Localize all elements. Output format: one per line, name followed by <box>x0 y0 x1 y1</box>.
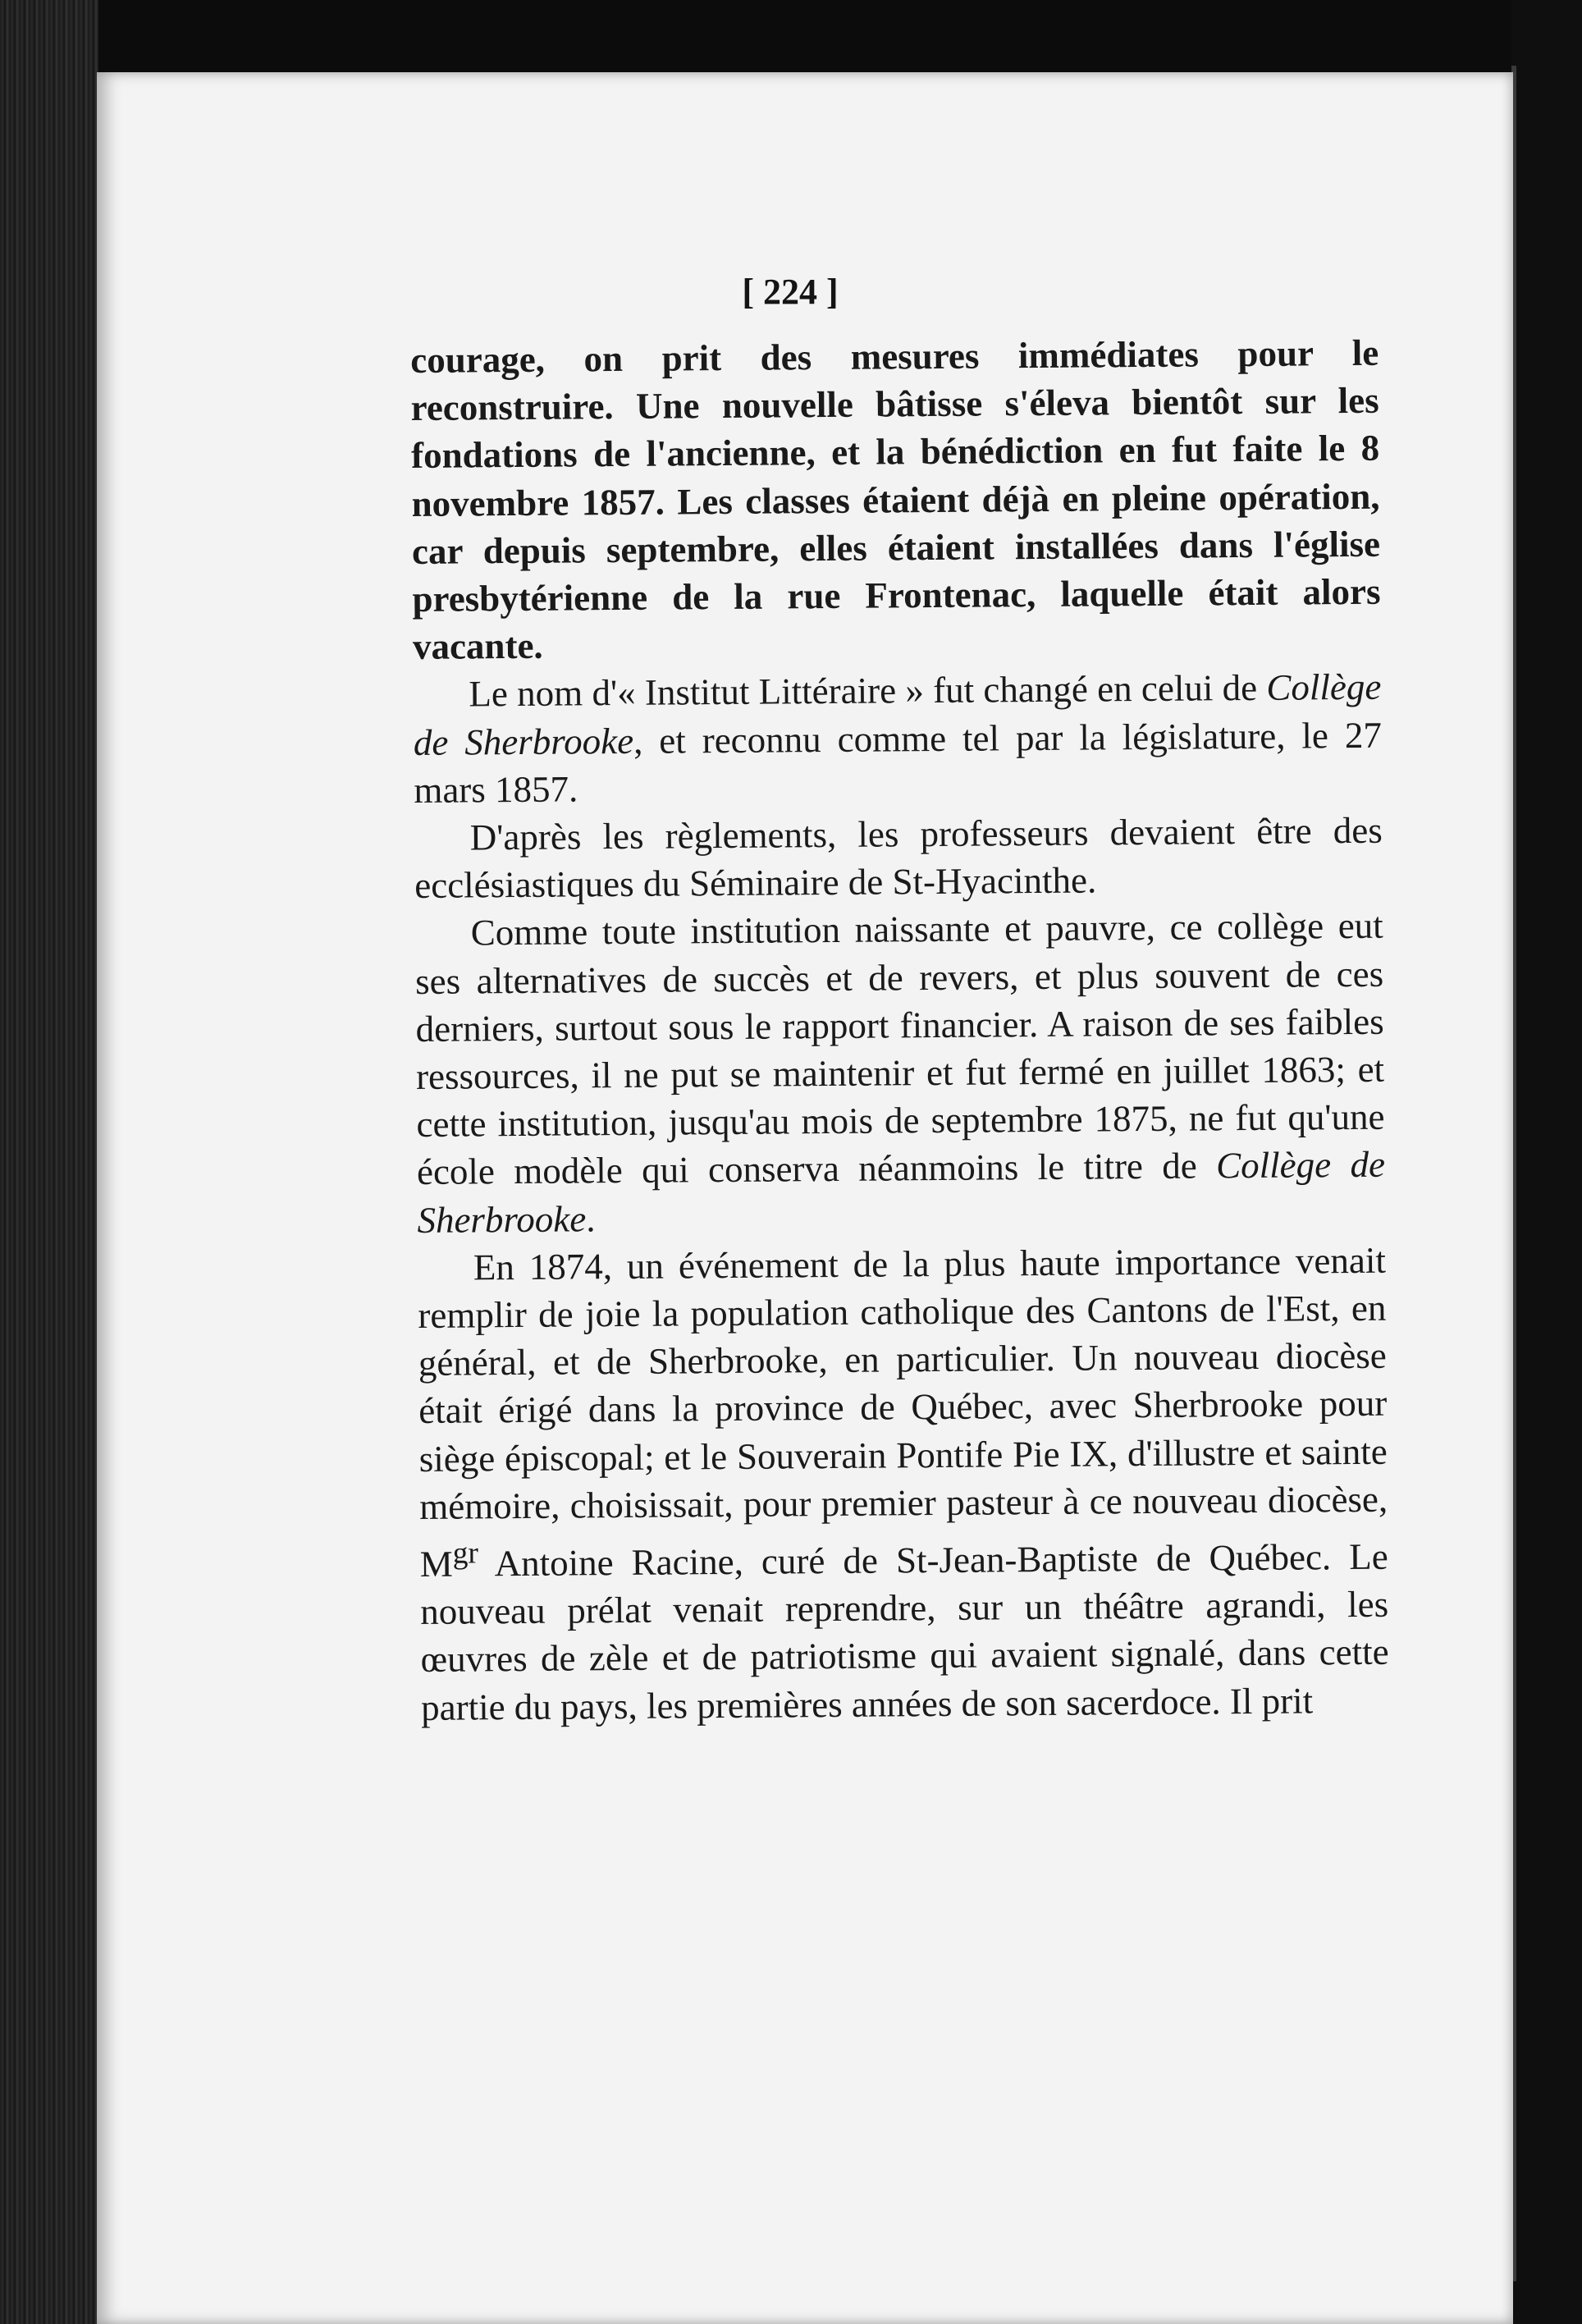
page-number: [ 224 ] <box>742 272 839 312</box>
paragraph-1: courage, on prit des mesures immédiates pour le reconstruire. Une nouvelle bâtisse s'éleva bientôt sur les fondations de l'ancienne, et la bénédiction en fut faite le 8 novembre 1857. Les classes étaient déjà en pleine opération, car depuis septembre, elles étaient installées dans l'église presbytérienne de la rue Frontenac, laquelle était alors vacante. <box>410 332 1381 668</box>
italic-college-name: Collège de Sherbrooke <box>417 1144 1386 1241</box>
paragraph-5: En 1874, un événement de la plus haute importance venait remplir de joie la population catholique des Cantons de l'Est, en général, et de Sherbrooke, en particulier. Un nouveau diocèse était érigé dans la province de Québec, avec Sherbrooke pour siège épiscopal; et le Souverain Pontife Pie IX, d'illustre et sainte mémoire, choisissait, pour premier pasteur à ce nouveau diocèse, $M^{gr}$ Antoine Racine, curé de St-Jean-Baptiste de Québec. Le nouveau prélat venait reprendre, sur un théâtre agrandi, les œuvres de zèle et de patriotisme qui avaient signalé, dans cette partie du pays, les premières années de son sacerdoce. Il prit <box>418 1239 1389 1728</box>
scan-left-margin <box>0 0 98 2324</box>
paragraph-4: Comme toute institution naissante et pauvre, ce collège eut ses alternatives de succès et de revers, et plus souvent de ces derniers, surtout sous le rapport financier. A raison de ses faibles ressources, il ne put se maintenir et fut fermé en juillet 1863; et cette institution, jusqu'au mois de septembre 1875, ne fut qu'une école modèle qui conserva néanmoins le titre de Collège de Sherbrooke. <box>414 905 1386 1241</box>
italic-college-name: Collège de Sherbrooke <box>413 666 1382 763</box>
body-text <box>410 329 1389 1732</box>
paragraph-3: D'après les règlements, les professeurs devaient être des ecclésiastiques du Séminaire de St-Hyacinthe. <box>414 809 1383 907</box>
scan-right-margin <box>1511 0 1582 2324</box>
superscript-gr: gr <box>452 1536 479 1571</box>
paragraph-2: Le nom d'« Institut Littéraire » fut changé en celui de Collège de Sherbrooke, et reconnu comme tel par la législature, le 27 mars 1857. <box>413 666 1383 811</box>
